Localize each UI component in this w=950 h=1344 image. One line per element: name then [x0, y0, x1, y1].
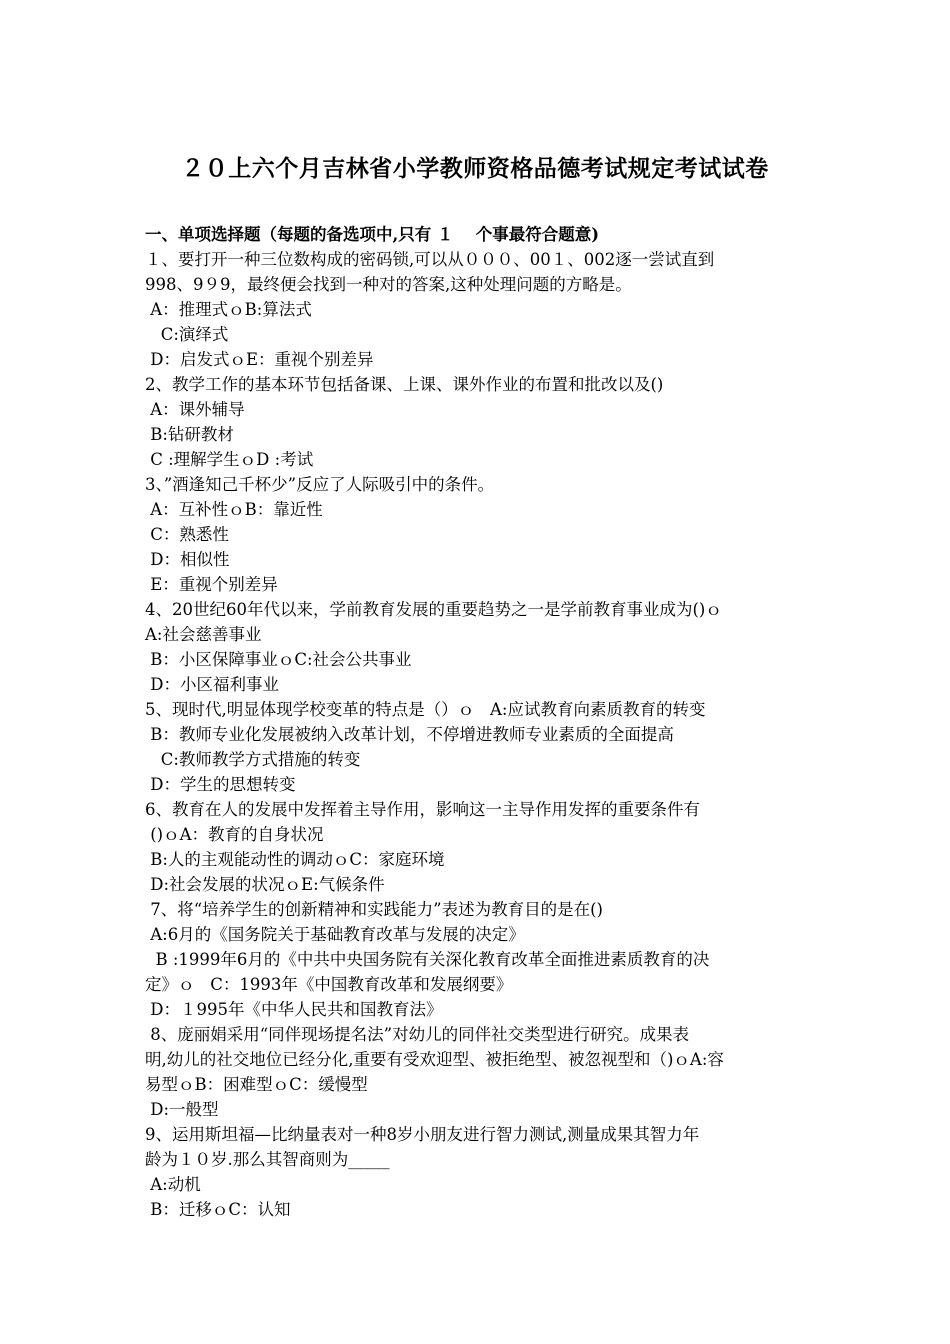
text-line: D：学生的思想转变	[145, 775, 296, 794]
text-line: A：课外辅导	[145, 400, 245, 419]
document-body	[145, 222, 815, 1222]
document-title: ２０上六个月吉林省小学教师资格品德考试规定考试试卷	[181, 155, 769, 182]
text-line: 定》ｏ C：1993年《中国教育改革和发展纲要》	[145, 975, 513, 994]
text-line: ()ｏA：教育的自身状况	[145, 825, 324, 844]
text-line: E：重视个别差异	[145, 575, 278, 594]
text-line: A:社会慈善事业	[145, 625, 262, 644]
text-line: B：教师专业化发展被纳入改革计划，不停增进教师专业素质的全面提高	[145, 725, 674, 744]
text-line: A:动机	[145, 1175, 201, 1194]
text-line: D：１995年《中华人民共和国教育法》	[145, 1000, 443, 1019]
section-heading: 一、单项选择题（每题的备选项中,只有 １ 个事最符合题意)	[145, 225, 600, 244]
text-line: B:人的主观能动性的调动ｏC：家庭环境	[145, 850, 445, 869]
text-line: A:6月的《国务院关于基础教育改革与发展的决定》	[145, 925, 525, 944]
text-line: B:钻研教材	[145, 425, 234, 444]
text-line: D：启发式ｏE：重视个别差异	[145, 350, 374, 369]
text-line: A：互补性ｏB：靠近性	[145, 500, 323, 519]
text-line: 易型ｏB：困难型ｏC：缓慢型	[145, 1075, 368, 1094]
text-line: D：相似性	[145, 550, 230, 569]
text-line: 6、教育在人的发展中发挥着主导作用，影响这一主导作用发挥的重要条件有	[145, 800, 700, 819]
text-line: 4、20世纪60年代以来，学前教育发展的重要趋势之一是学前教育事业成为()ｏ	[145, 600, 722, 619]
text-line: C:教师教学方式措施的转变	[145, 750, 361, 769]
text-line: A：推理式ｏB:算法式	[145, 300, 312, 319]
text-line: C:演绎式	[145, 325, 229, 344]
text-line: 998、9９9，最终便会找到一种对的答案,这种处理问题的方略是。	[145, 275, 632, 294]
text-line: 7、将“培养学生的创新精神和实践能力”表述为教育目的是在()	[145, 900, 603, 919]
text-line: 3、”酒逢知己千杯少”反应了人际吸引中的条件。	[145, 475, 495, 494]
text-line: C :理解学生ｏD :考试	[145, 450, 314, 469]
text-line: 龄为１０岁.那么其智商则为_____	[145, 1150, 390, 1169]
text-line: 2、教学工作的基本环节包括备课、上课、课外作业的布置和批改以及()	[145, 375, 664, 394]
text-line: 5、现时代,明显体现学校变革的特点是（）ｏ A:应试教育向素质教育的转变	[145, 700, 706, 719]
text-line: 明,幼儿的社交地位已经分化,重要有受欢迎型、被拒绝型、被忽视型和（)ｏA:容	[145, 1050, 724, 1069]
text-line: B：小区保障事业ｏC:社会公共事业	[145, 650, 412, 669]
text-line: C：熟悉性	[145, 525, 229, 544]
question-lines	[145, 247, 815, 1222]
text-line: D:社会发展的状况ｏE:气候条件	[145, 875, 385, 894]
text-line: １、要打开一种三位数构成的密码锁,可以从０００、00１、002逐一尝试直到	[145, 250, 715, 269]
text-line: 9、运用斯坦福—比纳量表对一种8岁小朋友进行智力测试,测量成果其智力年	[145, 1125, 700, 1144]
text-line: B：迁移ｏC：认知	[145, 1200, 291, 1219]
text-line: B :1999年6月的《中共中央国务院有关深化教育改革全面推进素质教育的决	[145, 950, 710, 969]
text-line: D:一般型	[145, 1100, 219, 1119]
text-line: 8、庞丽娟采用“同伴现场提名法”对幼儿的同伴社交类型进行研究。成果表	[145, 1025, 690, 1044]
text-line: D：小区福利事业	[145, 675, 279, 694]
